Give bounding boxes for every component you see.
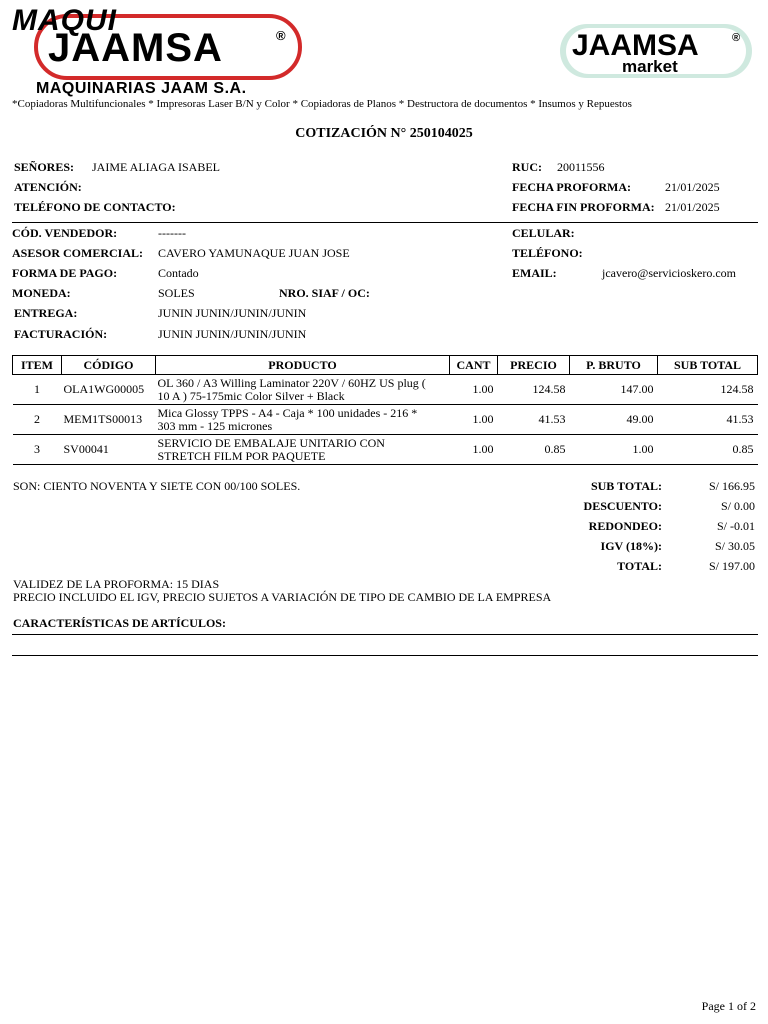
forma-pago-value: Contado — [158, 266, 199, 280]
logo-maqui-text: MAQUI — [12, 4, 117, 37]
redondeo-label: REDONDEO: — [588, 519, 662, 533]
fecha-fin-value: 21/01/2025 — [665, 200, 720, 214]
cell-precio: 124.58 — [498, 375, 570, 405]
fecha-fin-label: FECHA FIN PROFORMA: — [512, 200, 655, 214]
sub-total-label: SUB TOTAL: — [590, 479, 662, 493]
cell-precio: 0.85 — [498, 435, 570, 465]
producto-line-2: 303 mm - 125 micrones — [157, 418, 273, 433]
quote-title: COTIZACIÓN N° 250104025 — [295, 126, 473, 141]
cell-item: 1 — [13, 375, 62, 405]
entrega-label: ENTREGA: — [14, 306, 78, 320]
caracteristicas-top-line — [12, 634, 758, 635]
logo-jaamsa-text: JAAMSA — [48, 26, 223, 70]
header-item: ITEM — [13, 356, 62, 375]
cell-bruto: 49.00 — [570, 405, 658, 435]
market-logo-registered: ® — [732, 32, 741, 44]
entrega-value: JUNIN JUNIN/JUNIN/JUNIN — [158, 306, 307, 320]
company-tagline: *Copiadoras Multifuncionales * Impresoras Laser B/N y Color * Copiadoras de Planos * Destructora de documentos * Insumos y Repuestos — [12, 98, 632, 110]
total-value: S/ 197.00 — [708, 559, 755, 573]
facturacion-value: JUNIN JUNIN/JUNIN/JUNIN — [158, 327, 307, 341]
email-label: EMAIL: — [512, 266, 557, 280]
asesor-label: ASESOR COMERCIAL: — [12, 246, 144, 260]
caracteristicas-bottom-line — [12, 655, 758, 656]
table-row — [13, 405, 758, 435]
senores-value: JAIME ALIAGA ISABEL — [92, 160, 220, 174]
cell-producto — [156, 435, 450, 465]
producto-line-1: OL 360 / A3 Willing Laminator 220V / 60HZ US plug ( — [157, 375, 426, 390]
maquijaamsa-logo — [12, 6, 294, 98]
cell-cant: 1.00 — [450, 405, 498, 435]
ruc-label: RUC: — [512, 160, 542, 174]
precio-note: PRECIO INCLUIDO EL IGV, PRECIO SUJETOS A VARIACIÓN DE TIPO DE CAMBIO DE LA EMPRESA — [13, 590, 552, 604]
header-producto: PRODUCTO — [156, 356, 450, 375]
cell-bruto: 147.00 — [570, 375, 658, 405]
telefono-contacto-label: TELÉFONO DE CONTACTO: — [14, 200, 176, 214]
logo-registered-mark: ® — [276, 28, 286, 43]
cell-codigo: OLA1WG00005 — [62, 375, 156, 405]
fecha-proforma-label: FECHA PROFORMA: — [512, 180, 631, 194]
redondeo-value: S/ -0.01 — [716, 519, 755, 533]
producto-line-2: STRETCH FILM POR PAQUETE — [157, 448, 326, 463]
cell-subtotal: 124.58 — [658, 375, 758, 405]
producto-line-2: 10 A ) 75-175mic Color Silver + Black — [157, 388, 345, 403]
producto-line-1: Mica Glossy TPPS - A4 - Caja * 100 unidades - 216 * — [157, 405, 418, 420]
amount-in-words: SON: CIENTO NOVENTA Y SIETE CON 00/100 SOLES. — [13, 479, 301, 493]
total-label: TOTAL: — [617, 559, 662, 573]
fecha-proforma-value: 21/01/2025 — [665, 180, 720, 194]
items-table — [12, 355, 758, 465]
descuento-label: DESCUENTO: — [583, 499, 662, 513]
divider-line — [12, 222, 758, 223]
cell-cant: 1.00 — [450, 435, 498, 465]
cell-bruto: 1.00 — [570, 435, 658, 465]
ruc-value: 20011556 — [557, 160, 605, 174]
cell-item: 2 — [13, 405, 62, 435]
cell-subtotal: 0.85 — [658, 435, 758, 465]
caracteristicas-label: CARACTERÍSTICAS DE ARTÍCULOS: — [13, 616, 226, 630]
cell-cant: 1.00 — [450, 375, 498, 405]
asesor-value: CAVERO YAMUNAQUE JUAN JOSE — [158, 246, 350, 260]
cell-codigo: MEM1TS00013 — [62, 405, 156, 435]
forma-pago-label: FORMA DE PAGO: — [12, 266, 118, 280]
moneda-label: MONEDA: — [12, 286, 71, 300]
igv-value: S/ 30.05 — [714, 539, 755, 553]
celular-label: CELULAR: — [512, 226, 575, 240]
logo-company-name: MAQUINARIAS JAAM S.A. — [36, 80, 247, 97]
cell-codigo: SV00041 — [62, 435, 156, 465]
sub-total-value: S/ 166.95 — [708, 479, 755, 493]
market-logo-market: market — [622, 57, 678, 76]
jaamsa-market-logo — [558, 18, 758, 86]
cell-subtotal: 41.53 — [658, 405, 758, 435]
descuento-value: S/ 0.00 — [720, 499, 755, 513]
cell-producto — [156, 375, 450, 405]
atencion-label: ATENCIÓN: — [14, 180, 82, 194]
header-cant: CANT — [450, 356, 498, 375]
cell-item: 3 — [13, 435, 62, 465]
header-codigo: CÓDIGO — [62, 356, 156, 375]
facturacion-label: FACTURACIÓN: — [14, 327, 108, 341]
igv-label: IGV (18%): — [600, 539, 662, 553]
header-p-bruto: P. BRUTO — [570, 356, 658, 375]
siaf-label: NRO. SIAF / OC: — [279, 286, 370, 300]
header-sub-total: SUB TOTAL — [658, 356, 758, 375]
validez-note: VALIDEZ DE LA PROFORMA: 15 DIAS — [13, 577, 220, 591]
page-number: Page 1 of 2 — [701, 999, 756, 1013]
telefono-label: TELÉFONO: — [512, 246, 583, 260]
table-header-row — [13, 356, 758, 375]
producto-line-1: SERVICIO DE EMBALAJE UNITARIO CON — [157, 435, 385, 450]
cell-producto — [156, 405, 450, 435]
cod-vendedor-label: CÓD. VENDEDOR: — [12, 226, 118, 240]
moneda-value: SOLES — [158, 286, 195, 300]
email-value: jcavero@servicioskero.com — [602, 266, 736, 280]
table-row — [13, 375, 758, 405]
header-precio: PRECIO — [498, 356, 570, 375]
cod-vendedor-value: ------- — [158, 226, 186, 240]
table-row — [13, 435, 758, 465]
market-logo-jaamsa: JAAMSA — [572, 29, 699, 62]
senores-label: SEÑORES: — [14, 160, 75, 174]
cell-precio: 41.53 — [498, 405, 570, 435]
